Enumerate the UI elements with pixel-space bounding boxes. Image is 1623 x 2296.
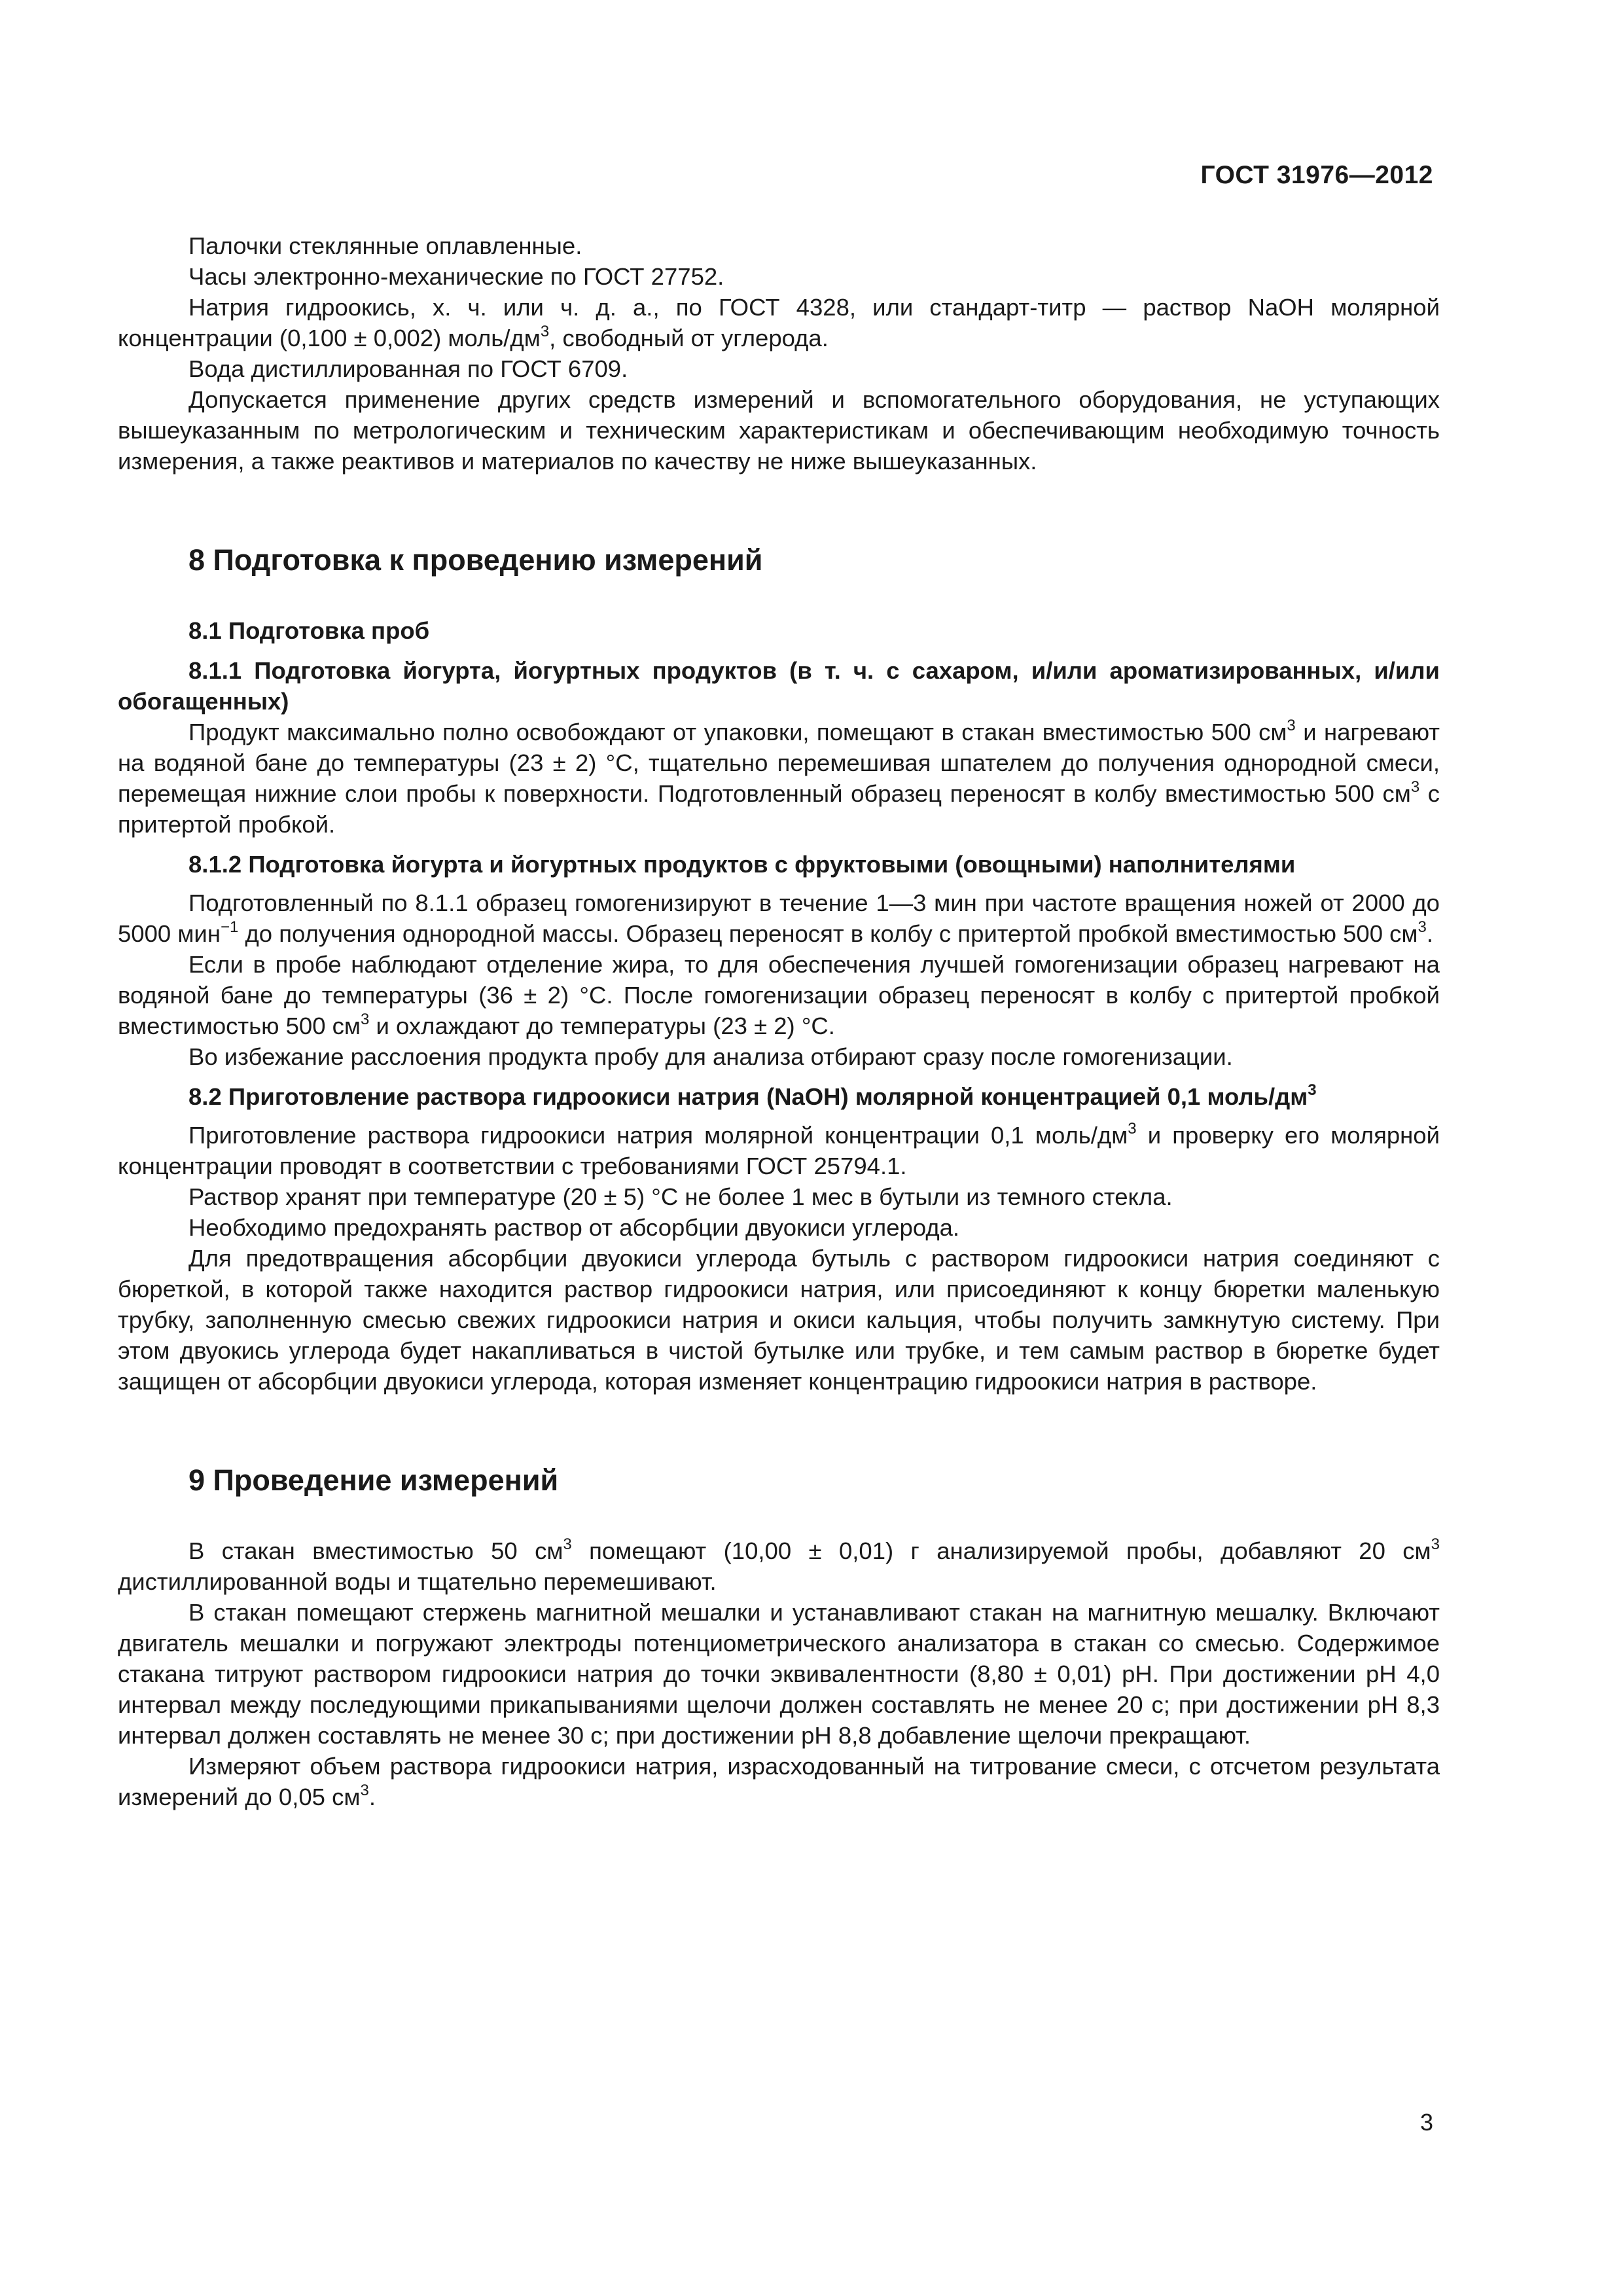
section-8-1-2-paragraph-1: Подготовленный по 8.1.1 образец гомогенизируют в течение 1—3 мин при частоте вращения ножей от 2000 до 5000 мин$^{-1}$ до получения однородной массы. Образец переносят в колбу с притертой пробкой вместимостью 500 $см^3$. [118,889,1440,947]
section-9-heading: 9 Проведение измерений [188,1463,559,1497]
intro-paragraph-4: Вода дистиллированная по ГОСТ 6709. [188,355,628,382]
section-9-paragraph-1: В стакан вместимостью 50 $см^3$ помещают (10,00 ± 0,01) г анализируемой пробы, добавляют 20 $см^3$ дистиллированной воды и тщательно перемешивают. [118,1535,1440,1595]
section-8-2-paragraph-4: Для предотвращения абсорбции двуокиси углерода бутыль с раствором гидроокиси натрия соединяют с бюреткой, в которой также находится раствор гидроокиси натрия, или присоединяют к концу бюретки маленькую трубку, заполненную смесью свежих гидроокиси натрия и окиси кальция, чтобы получить замкнутую систему. При этом двуокись углерода будет накапливаться в чистой бутылке или трубке, и тем самым раствор в бюретке будет защищен от абсорбции двуокиси углерода, которая изменяет концентрацию гидроокиси натрия в растворе. [118,1245,1440,1395]
section-8-1-heading: 8.1 Подготовка проб [188,617,430,644]
section-8-2-paragraph-3: Необходимо предохранять раствор от абсорбции двуокиси углерода. [188,1214,960,1241]
intro-paragraph-1: Палочки стеклянные оплавленные. [188,232,582,259]
section-8-1-2-paragraph-3: Во избежание расслоения продукта пробу для анализа отбирают сразу после гомогенизации. [188,1043,1233,1070]
section-9-paragraph-3: Измеряют объем раствора гидроокиси натрия, израсходованный на титрование смеси, с отсчетом результата измерений до 0,05 $см^3$. [118,1753,1440,1810]
section-8-2-heading: 8.2 Приготовление раствора гидроокиси натрия (NaOH) молярной концентрацией 0,1 моль/$дм^3$ [188,1081,1317,1110]
page-number: 3 [1419,2109,1433,2136]
document-code-header: ГОСТ 31976—2012 [1200,161,1433,189]
section-8-1-2-paragraph-2: Если в пробе наблюдают отделение жира, то для обеспечения лучшей гомогенизации образец нагревают на водяной бане до температуры (36 ± 2) °С. После гомогенизации образец переносят в колбу с притертой пробкой вместимостью 500 $см^3$ и охлаждают до температуры (23 ± 2) °С. [118,951,1440,1039]
section-8-heading: 8 Подготовка к проведению измерений [188,543,763,577]
section-8-2-paragraph-1: Приготовление раствора гидроокиси натрия молярной концентрации 0,1 моль/$дм^3$ и проверку его молярной концентрации проводят в соответствии с требованиями ГОСТ 25794.1. [118,1119,1440,1179]
section-8-1-2-heading: 8.1.2 Подготовка йогурта и йогуртных продуктов с фруктовыми (овощными) наполнителями [188,851,1296,878]
section-8-1-1-heading: 8.1.1 Подготовка йогурта, йогуртных продуктов (в т. ч. с сахаром, и/или ароматизированных, и/или обогащенных) [118,657,1440,715]
intro-paragraph-2: Часы электронно-механические по ГОСТ 27752. [188,263,724,290]
intro-paragraph-3: Натрия гидроокись, х. ч. или ч. д. а., по ГОСТ 4328, или стандарт-титр — раствор NaOH молярной концентрации (0,100 ± 0,002) моль/$дм^3$, свободный от углерода. [118,294,1440,351]
section-9-paragraph-2: В стакан помещают стержень магнитной мешалки и устанавливают стакан на магнитную мешалку. Включают двигатель мешалки и погружают электроды потенциометрического анализатора в стакан со смесью. Содержимое стакана титруют раствором гидроокиси натрия до точки эквивалентности (8,80 ± 0,01) pH. При достижении pH 4,0 интервал между последующими прикапываниями щелочи должен составлять не менее 20 с; при достижении pH 8,3 интервал должен составлять не менее 30 с; при достижении pH 8,8 добавление щелочи прекращают. [118,1599,1440,1749]
document-body [118,230,1440,1812]
section-8-2-paragraph-2: Раствор хранят при температуре (20 ± 5) °С не более 1 мес в бутыли из темного стекла. [188,1183,1173,1210]
section-8-1-1-paragraph: Продукт максимально полно освобождают от упаковки, помещают в стакан вместимостью 500 $см^3$ и нагревают на водяной бане до температуры (23 ± 2) °С, тщательно перемешивая шпателем до получения однородной смеси, перемещая нижние слои пробы к поверхности. Подготовленный образец переносят в колбу вместимостью 500 $см^3$ с притертой пробкой. [118,716,1440,838]
intro-paragraph-5: Допускается применение других средств измерений и вспомогательного оборудования, не уступающих вышеуказанным по метрологическим и техническим характеристикам и обеспечивающим необходимую точность измерения, а также реактивов и материалов по качеству не ниже вышеуказанных. [118,386,1440,475]
